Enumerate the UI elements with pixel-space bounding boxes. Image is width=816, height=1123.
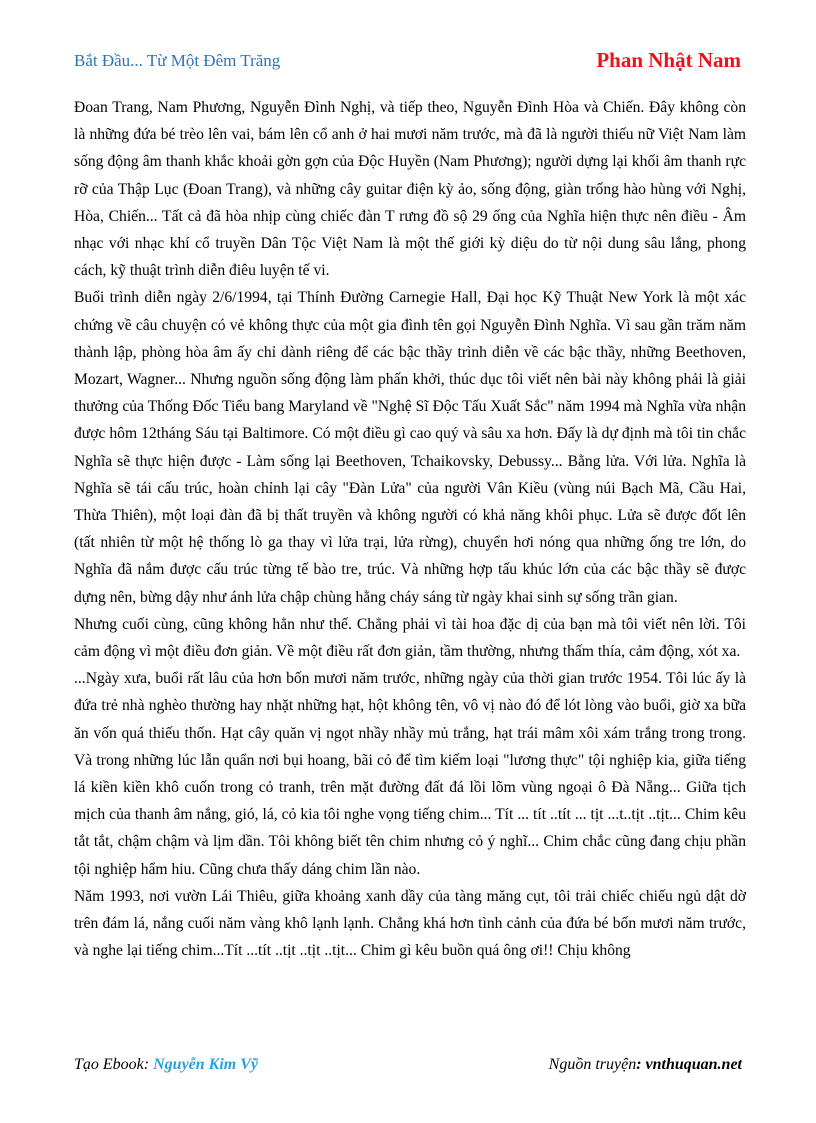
author-name: Phan Nhật Nam bbox=[596, 48, 741, 72]
paragraph-2: Buổi trình diễn ngày 2/6/1994, tại Thính Đường Carnegie Hall, Đại học Kỹ Thuật New York là một xác chứng về câu chuyện có vẻ không thực của một gia đình tên gọi Nguyễn Đình Nghĩa. Vì sau gần trăm năm thành lập, phòng hòa âm ấy chỉ dành riêng để các bậc thầy trình diễn về các bậc thầy, những Beethoven, Mozart, Wagner... Nhưng nguồn sống động làm phấn khởi, thúc dục tôi viết nên bài này không phải là giải thưởng của Thống Đốc Tiểu bang Maryland về "Nghệ Sĩ Độc Tấu Xuất Sắc" năm 1994 mà Nghĩa vừa nhận được hôm 12tháng Sáu tại Baltimore. Có một điều gì cao quý và sâu xa hơn. Đấy là dự định mà tôi tin chắc Nghĩa sẽ thực hiện được - Làm sống lại Beethoven, Tchaikovsky, Debussy... Bằng lửa. Với lửa. Nghĩa là Nghĩa sẽ tái cấu trúc, hoàn chỉnh lại cây "Đàn Lửa" của người Vân Kiều (vùng núi Bạch Mã, Cầu Hai, Thừa Thiên), một loại đàn đã bị thất truyền và không người có khả năng khôi phục. Lửa sẽ được đốt lên (tất nhiên từ một hệ thống lò ga thay vì lửa trại, lửa rừng), chuyển hơi nóng qua những ống tre lớn, do Nghĩa đã nắm được cấu trúc từng tế bào tre, trúc. Và những hợp tấu khúc lớn của các bậc thầy sẽ được dựng nên, bừng dậy như ánh lửa chập chùng hằng cháy sáng từ ngày khai sinh sự sống trần gian. bbox=[74, 289, 746, 606]
source-credit bbox=[549, 1056, 742, 1074]
book-title: Bắt Đầu... Từ Một Đêm Trăng bbox=[74, 51, 281, 70]
ebook-separator: : bbox=[143, 1056, 154, 1073]
source-separator: : bbox=[636, 1056, 646, 1073]
ebook-label: Tạo Ebook bbox=[74, 1056, 144, 1073]
paragraph-1: Đoan Trang, Nam Phương, Nguyễn Đình Nghị, và tiếp theo, Nguyễn Đình Hòa và Chiến. Đây không còn là những đứa bé trèo lên vai, bám lên cổ anh ở hai mươi năm trước, mà đã là người thiếu nữ Việt Nam làm sống động âm thanh khắc khoải gờn gợn của Độc Huyền (Nam Phương); người dựng lại khối âm thanh rực rỡ của Thập Lục (Đoan Trang), và những cây guitar điện kỳ ảo, sống động, giàn trống hào hùng với Nghị, Hòa, Chiến... Tất cả đã hòa nhịp cùng chiếc đàn T rưng đồ sộ 29 ống của Nghĩa hiện thực nên điều - Âm nhạc với nhạc khí cổ truyền Dân Tộc Việt Nam là một thế giới kỳ diệu do từ nội dung sâu lắng, phong cách, kỹ thuật trình diễn điêu luyện tế vi. bbox=[74, 99, 746, 280]
paragraph-4: ...Ngày xưa, buổi rất lâu của hơn bốn mươi năm trước, những ngày của thời gian trước 1954. Tôi lúc ấy là đứa trẻ nhà nghèo thường hay nhặt những hạt, hột không tên, vô vị nào đó để lót lòng vào buổi, giờ xa bữa ăn vốn quá thiếu thốn. Hạt cây quăn vị ngọt nhầy nhầy mủ trắng, hạt trái mâm xôi xám trắng trong trong. Và trong những lúc lẫn quẩn nơi bụi hoang, bãi cỏ để tìm kiếm loại "lương thực" tội nghiệp kia, giữa tiếng lá kiền kiền khô cuốn trong cỏ tranh, trên mặt đường đất đá lồi lõm vùng ngoại ô Đà Nẵng... Giữa tịch mịch của thanh âm nắng, gió, lá, cỏ kia tôi nghe vọng tiếng chim... Tít ... tít ..tít ... tịt ...t..tịt ..tịt... Chim kêu tắt tắt, chậm chậm và lịm dần. Tôi không biết tên chim nhưng cỏ ý nghĩ... Chim chắc cũng đang chịu phần tội nghiệp hẩm hiu. Cũng chưa thấy dáng chim lần nào. bbox=[74, 670, 746, 878]
ebook-creator: Nguyễn Kim Vỹ bbox=[153, 1056, 258, 1073]
source-site[interactable]: vnthuquan.net bbox=[645, 1056, 742, 1073]
source-label: Nguồn truyện bbox=[548, 1056, 637, 1073]
ebook-credit bbox=[74, 1056, 258, 1074]
paragraph-5: Năm 1993, nơi vườn Lái Thiêu, giữa khoảng xanh dầy của tàng măng cụt, tôi trải chiếc chiếu ngủ dật dờ trên đám lá, nắng cuối năm vàng khô lạnh lạnh. Chẳng khá hơn tình cảnh của đứa bé bốn mươi năm trước, và nghe lại tiếng chim...Tít ...tít ..tịt ..tịt ..tịt... Chim gì kêu buồn quá ông ơi!! Chịu không bbox=[74, 887, 746, 960]
article-body bbox=[74, 94, 746, 965]
paragraph-3: Nhưng cuối cùng, cũng không hẳn như thế. Chẳng phải vì tài hoa đặc dị của bạn mà tôi viết nên lời. Tôi cảm động vì một điều đơn giản. Về một điều rất đơn giản, tầm thường, nhưng thấm thía, cảm động, xót xa. bbox=[74, 615, 746, 661]
